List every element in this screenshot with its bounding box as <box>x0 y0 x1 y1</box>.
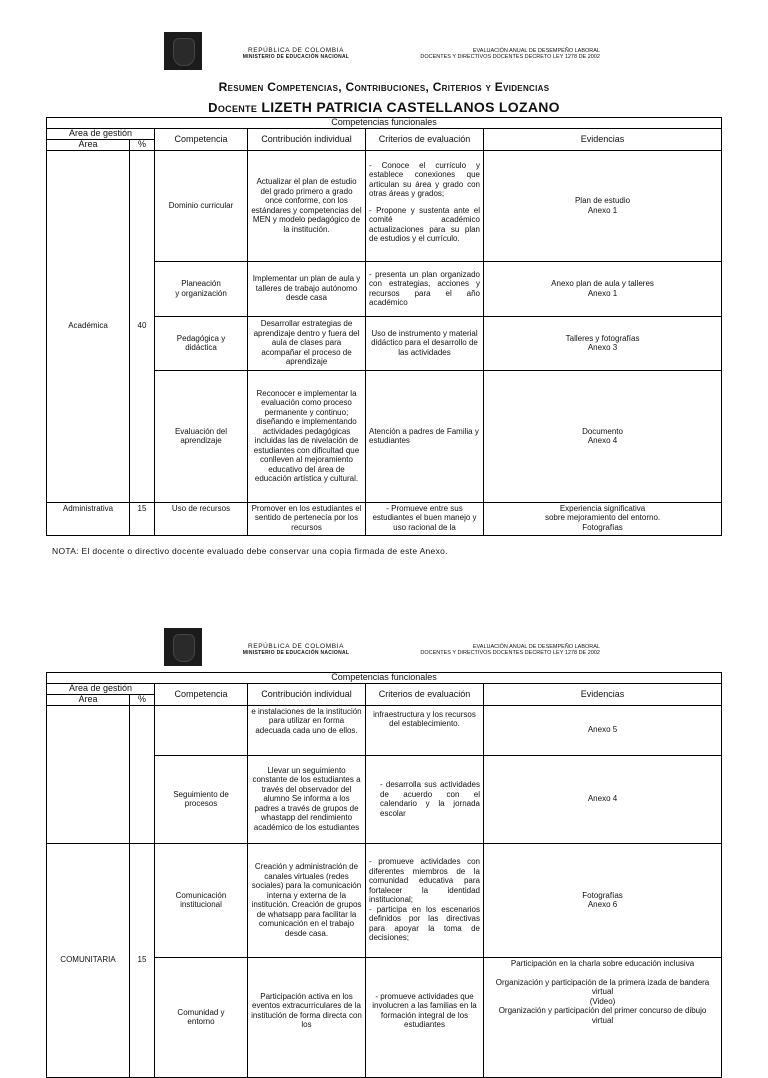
competencia-cell: Uso de recursos <box>155 502 248 535</box>
header-eval-title: EVALUACIÓN ANUAL DE DESEMPEÑO LABORAL <box>472 644 600 650</box>
evidencia-cell: Experiencia significativa sobre mejoramiento del entorno. Fotografías <box>484 502 722 535</box>
competencias-table <box>46 672 722 1078</box>
criterio-cell: - promueve actividades con diferentes miembros de la comunidad educativa para fortalecer la identidad institucional; - participa en los escenarios definidos por las directivas para apoyar la toma de decisiones; <box>366 843 484 957</box>
criterio-cell: - Promueve entre sus estudiantes el buen manejo y uso racional de la <box>366 502 484 535</box>
contribucion-header: Contribución individual <box>248 129 366 151</box>
document-title: Resumen Competencias, Contribuciones, Criterios y Evidencias <box>218 80 550 94</box>
contribucion-header: Contribución individual <box>248 684 366 706</box>
evidencia-cell: Anexo 5 <box>484 705 722 755</box>
evidencia-cell: Anexo 4 <box>484 755 722 843</box>
table-header-row <box>47 129 722 140</box>
section-header: Competencias funcionales <box>47 673 722 684</box>
evidencias-header: Evidencias <box>484 129 722 151</box>
area-cell: Administrativa <box>47 502 130 535</box>
contribucion-cell: Participación activa en los eventos extracurriculares de la institución de forma directa con los <box>248 957 366 1077</box>
docente-label: Docente <box>208 100 258 115</box>
criterio-cell: Uso de instrumento y material didáctico para el desarrollo de las actividades <box>366 316 484 370</box>
evidencia-cell: Participación en la charla sobre educación inclusiva Organización y participación de la primera izada de bandera virtual (Video) Organización y participación del primer concurso de dibujo virtual <box>484 957 722 1077</box>
criterio-cell: - promueve actividades que involucren a las familias en la formación integral de los estudiantes <box>366 957 484 1077</box>
evidencia-cell: Talleres y fotografías Anexo 3 <box>484 316 722 370</box>
area-gestion-header: Área de gestión <box>47 684 155 695</box>
contribucion-cell: Desarrollar estrategias de aprendizaje dentro y fuera del aula de clases para acompañar el proceso de aprendizaje <box>248 316 366 370</box>
contribucion-cell: e instalaciones de la institución para utilizar en forma adecuada cada uno de ellos. <box>248 705 366 755</box>
table-row <box>47 705 722 755</box>
criterio-cell <box>366 150 484 261</box>
criterio-cell: - desarrolla sus actividades de acuerdo con el calendario y la jornada escolar <box>366 755 484 843</box>
competencia-cell: Comunidad y entorno <box>155 957 248 1077</box>
competencia-cell: Evaluación del aprendizaje <box>155 370 248 502</box>
page-header <box>0 628 768 662</box>
header-republic: REPÚBLICA DE COLOMBIA <box>247 643 345 650</box>
area-gestion-header: Área de gestión <box>47 129 155 140</box>
criterio-text: - Conoce el currículo y establece conexiones que articulan su área y grado con otras áreas y grados; <box>369 160 480 198</box>
annex-page-2 <box>0 600 768 1029</box>
percent-cell: 15 <box>130 502 155 535</box>
section-header: Competencias funcionales <box>47 118 722 129</box>
table-header-row <box>47 673 722 684</box>
competencia-cell: Dominio curricular <box>155 150 248 261</box>
table-row <box>47 843 722 957</box>
header-eval-title: EVALUACIÓN ANUAL DE DESEMPEÑO LABORAL <box>472 48 600 54</box>
evidencia-cell: Documento Anexo 4 <box>484 370 722 502</box>
competencia-cell: Seguimiento de procesos <box>155 755 248 843</box>
percent-header: % <box>130 140 155 151</box>
contribucion-cell: Implementar un plan de aula y talleres de trabajo autónomo desde casa <box>248 261 366 316</box>
page-header <box>0 32 768 66</box>
competencias-table <box>46 117 722 536</box>
colombia-coat-of-arms-icon <box>164 628 202 666</box>
competencia-cell <box>155 705 248 755</box>
annex-note: NOTA: El docente o directivo docente evaluado debe conservar una copia firmada de este Anexo. <box>52 546 448 556</box>
competencia-header: Competencia <box>155 129 248 151</box>
colombia-coat-of-arms-icon <box>164 32 202 70</box>
percent-cell: 40 <box>130 150 155 502</box>
contribucion-cell: Actualizar el plan de estudio del grado primero a grado once conforme, con los estándares y competencias del MEN y modelo pedagógico de la institución. <box>248 150 366 261</box>
table-header-row <box>47 684 722 695</box>
area-cell <box>47 705 130 843</box>
area-header: Área <box>47 695 130 706</box>
competencia-cell: Pedagógica y didáctica <box>155 316 248 370</box>
area-header: Área <box>47 140 130 151</box>
evidencia-cell: Fotografías Anexo 6 <box>484 843 722 957</box>
percent-cell: 15 <box>130 843 155 1077</box>
table-header-row <box>47 118 722 129</box>
criterio-cell: - presenta un plan organizado con estrategias, acciones y recursos para el año académico <box>366 261 484 316</box>
header-ministry: MINISTERIO DE EDUCACIÓN NACIONAL <box>242 54 350 60</box>
area-cell: Académica <box>47 150 130 502</box>
header-republic: REPÚBLICA DE COLOMBIA <box>247 47 345 54</box>
criterios-header: Criterios de evaluación <box>366 129 484 151</box>
docente-name: LIZETH PATRICIA CASTELLANOS LOZANO <box>261 99 560 115</box>
competencia-cell: Comunicación institucional <box>155 843 248 957</box>
criterio-text: - Propone y sustenta ante el comité académico actualizaciones para su plan de estudios y el currículo. <box>369 205 480 243</box>
area-cell: COMUNITARIA <box>47 843 130 1077</box>
header-ministry: MINISTERIO DE EDUCACIÓN NACIONAL <box>242 650 350 656</box>
percent-header: % <box>130 695 155 706</box>
table-row <box>47 150 722 261</box>
header-eval-subtitle: DOCENTES Y DIRECTIVOS DOCENTES DECRETO LEY 1278 DE 2002 <box>420 650 600 656</box>
evidencia-cell: Plan de estudio Anexo 1 <box>484 150 722 261</box>
table-row <box>47 502 722 535</box>
percent-cell <box>130 705 155 843</box>
contribucion-cell: Reconocer e implementar la evaluación como proceso permanente y continuo; diseñando e implementando actividades pedagógicas incluidas las de nivelación de estudiantes con dificultad que conlleven al mejoramiento educativo del área de educación artística y cultural. <box>248 370 366 502</box>
evidencia-cell: Anexo plan de aula y talleres Anexo 1 <box>484 261 722 316</box>
criterio-cell: infraestructura y los recursos del establecimiento. <box>366 705 484 755</box>
contribucion-cell: Llevar un seguimiento constante de los estudiantes a través del observador del alumno Se informa a los padres a través de grupos de whastapp del rendimiento académico de los estudiantes <box>248 755 366 843</box>
contribucion-cell: Promover en los estudiantes el sentido de pertenecía por los recursos <box>248 502 366 535</box>
competencia-cell: Planeación y organización <box>155 261 248 316</box>
contribucion-cell: Creación y administración de canales virtuales (redes sociales) para la comunicación interna y externa de la institución. Creación de grupos de whatsapp para facilitar la comunicación en el trabajo desde casa. <box>248 843 366 957</box>
evidencias-header: Evidencias <box>484 684 722 706</box>
docente-line <box>0 99 768 115</box>
criterios-header: Criterios de evaluación <box>366 684 484 706</box>
header-eval-subtitle: DOCENTES Y DIRECTIVOS DOCENTES DECRETO LEY 1278 DE 2002 <box>420 54 600 60</box>
competencia-header: Competencia <box>155 684 248 706</box>
criterio-cell: Atención a padres de Familia y estudiantes <box>366 370 484 502</box>
